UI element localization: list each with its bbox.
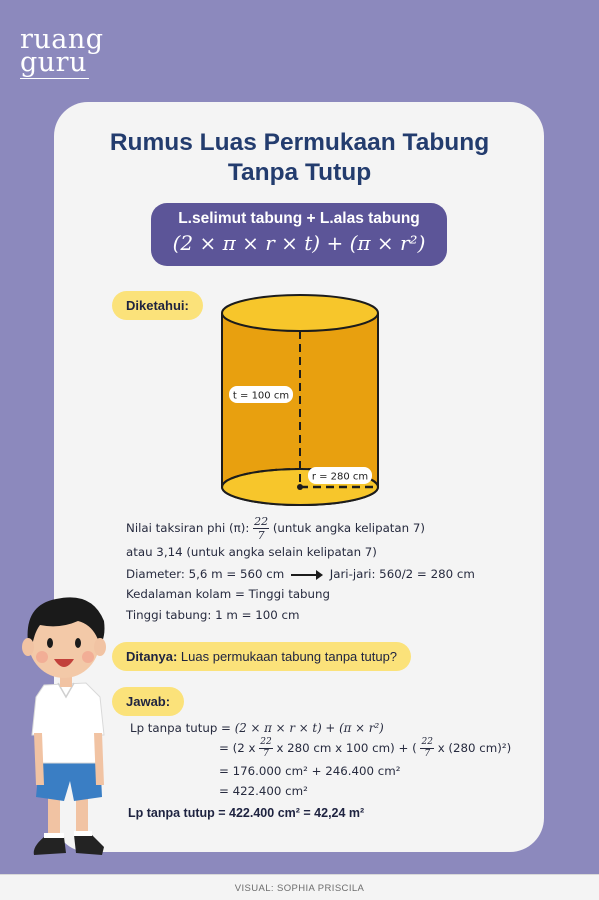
question-badge <box>112 642 411 671</box>
diameter-text: Diameter: 5,6 m = 560 cm <box>126 567 285 581</box>
pi-alt-line: atau 3,14 (untuk angka selain kelipatan 7) <box>126 545 377 559</box>
lp-label: Lp tanpa tutup = <box>130 721 231 735</box>
step-3: = 422.400 cm² <box>219 784 308 798</box>
pi-denominator: 7 <box>257 529 265 542</box>
boy-illustration <box>14 585 114 860</box>
page-title <box>0 128 599 188</box>
title-line-2: Tanpa Tutup <box>227 159 372 186</box>
known-badge <box>112 291 203 320</box>
pi-numerator: 22 <box>254 515 269 528</box>
cylinder-illustration <box>215 290 385 512</box>
formula-text: L.selimut tabung + L.alas tabung <box>178 210 420 227</box>
step-1-den-2: 7 <box>424 749 431 759</box>
height-label: t = 100 cm <box>232 390 290 402</box>
step-2: = 176.000 cm² + 246.400 cm² <box>219 764 401 778</box>
step-1-b: x 280 cm x 100 cm) + ( <box>276 741 417 755</box>
step-1-den: 7 <box>263 749 269 759</box>
formula-math: (2 × π × r × t) + (π × r²) <box>172 231 426 255</box>
footer-credit: VISUAL: SOPHIA PRISCILA <box>234 883 365 894</box>
known-label: Diketahui: <box>126 298 189 313</box>
logo-line-2: guru <box>20 47 87 78</box>
pi-fraction <box>253 516 269 541</box>
answer-label: Jawab: <box>126 694 171 709</box>
height-line-text: Tinggi tabung: 1 m = 100 cm <box>126 608 300 622</box>
footer-bar <box>0 874 599 900</box>
cylinder-top <box>222 295 378 331</box>
step-1-c: x (280 cm)²) <box>437 741 512 755</box>
diameter-line <box>126 567 475 581</box>
arrow-right-icon <box>290 570 324 580</box>
step-1-fraction <box>259 738 272 759</box>
lp-formula: (2 × π × r × t) + (π × r²) <box>234 721 384 735</box>
radius-label: r = 280 cm <box>311 471 369 483</box>
question-label: Ditanya: <box>126 649 178 664</box>
step-1-a: = (2 x <box>219 741 256 755</box>
step-1 <box>219 738 511 759</box>
final-answer: Lp tanpa tutup = 422.400 cm² = 42,24 m² <box>128 806 365 820</box>
title-line-1: Rumus Luas Permukaan Tabung <box>109 129 490 156</box>
step-1-fraction-2 <box>420 738 433 759</box>
formula-box <box>151 203 447 266</box>
pi-line <box>126 516 425 541</box>
logo-line-1: ruang <box>20 24 104 55</box>
step-1-num: 22 <box>260 737 272 747</box>
pi-prefix: Nilai taksiran phi (π): <box>126 521 250 535</box>
depth-line: Kedalaman kolam = Tinggi tabung <box>126 587 330 601</box>
pi-suffix: (untuk angka kelipatan 7) <box>272 521 425 535</box>
lp-formula-line <box>130 721 384 735</box>
ruangguru-logo <box>20 24 104 78</box>
question-text: Luas permukaan tabung tanpa tutup? <box>180 649 398 664</box>
radius-text: Jari-jari: 560/2 = 280 cm <box>329 567 475 581</box>
step-1-num-2: 22 <box>421 737 433 747</box>
answer-badge <box>112 687 184 716</box>
